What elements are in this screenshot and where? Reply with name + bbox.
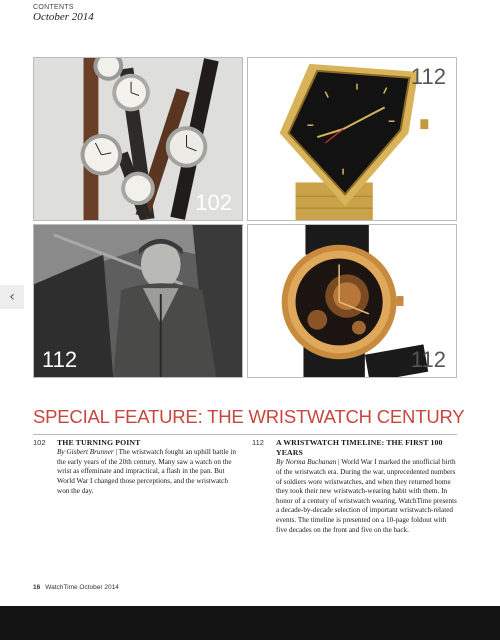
photo-page-number: 112 [410,347,446,372]
feature-title: SPECIAL FEATURE: THE WRISTWATCH CENTURY [33,406,465,427]
issue-date: October 2014 [33,11,94,23]
back-arrow-button[interactable] [0,285,24,309]
article-entry[interactable]: 102 THE TURNING POINT By Gisbert Brunner | The wristwatch fought an uphill battle in the early years of the 20th century. Many saw a watch on the wrist as effeminate and impractical, a flash in the pan. But World War I changed those perceptions, and the wristwatch won the day. [33,438,239,496]
reader-bottom-bar [0,606,500,640]
article-byline: By Norma Buchanan [276,458,337,467]
photo-skeleton-watch[interactable] [247,224,457,378]
footer-text: WatchTime October 2014 [45,584,119,591]
photo-page-number: 102 [195,190,232,215]
photo-page-number: 112 [42,347,78,372]
page-header [33,4,94,23]
article-title: THE TURNING POINT [57,438,141,447]
article-summary: The wristwatch fought an uphill battle in the early years of the 20th century. Many saw a watch on the wrist as effeminate and impractical, a flash in the pan. But World War I changed those perceptions, and the wristwatch won the day. [57,448,236,495]
photo-aviator[interactable] [33,224,243,378]
chevron-left-icon: ‹ [9,289,15,305]
page-footer [33,584,119,591]
article-title: A WRISTWATCH TIMELINE: THE FIRST 100 YEARS [276,438,443,458]
article-byline: By Gisbert Brunner [57,448,114,457]
section-label: CONTENTS [33,4,74,11]
article-page-number: 112 [252,438,264,447]
footer-page-number: 16 [33,584,41,591]
article-summary: World War I marked the unofficial birth of the wristwatch era. During the war, unprecedented numbers of soldiers wore wristwatches, and when they returned home they took their new wristwatch-wearing habit with them. In honor of a century of wristwatch wearing, WatchTime presents a decade-by-decade selection of important wristwatch-related events. The timeline is presented on a 10-page foldout with five decades on the front and five on the back. [276,458,457,534]
photo-gold-electric-watch[interactable] [247,57,457,221]
photo-vintage-watches[interactable] [33,57,243,221]
divider [33,434,457,435]
article-page-number: 102 [33,438,46,447]
photo-page-number: 112 [410,64,446,89]
article-entry[interactable]: 112 A WRISTWATCH TIMELINE: THE FIRST 100 YEARS By Norma Buchanan | World War I marked the unofficial birth of the wristwatch era. During the war, unprecedented numbers of soldiers wore wristwatches, and when they returned home they took their new wristwatch-wearing habit with them. In honor of a century of wristwatch wearing, WatchTime presents a decade-by-decade selection of important wristwatch-related events. The timeline is presented on a 10-page foldout with five decades on the front and five on the back. [252,438,457,534]
